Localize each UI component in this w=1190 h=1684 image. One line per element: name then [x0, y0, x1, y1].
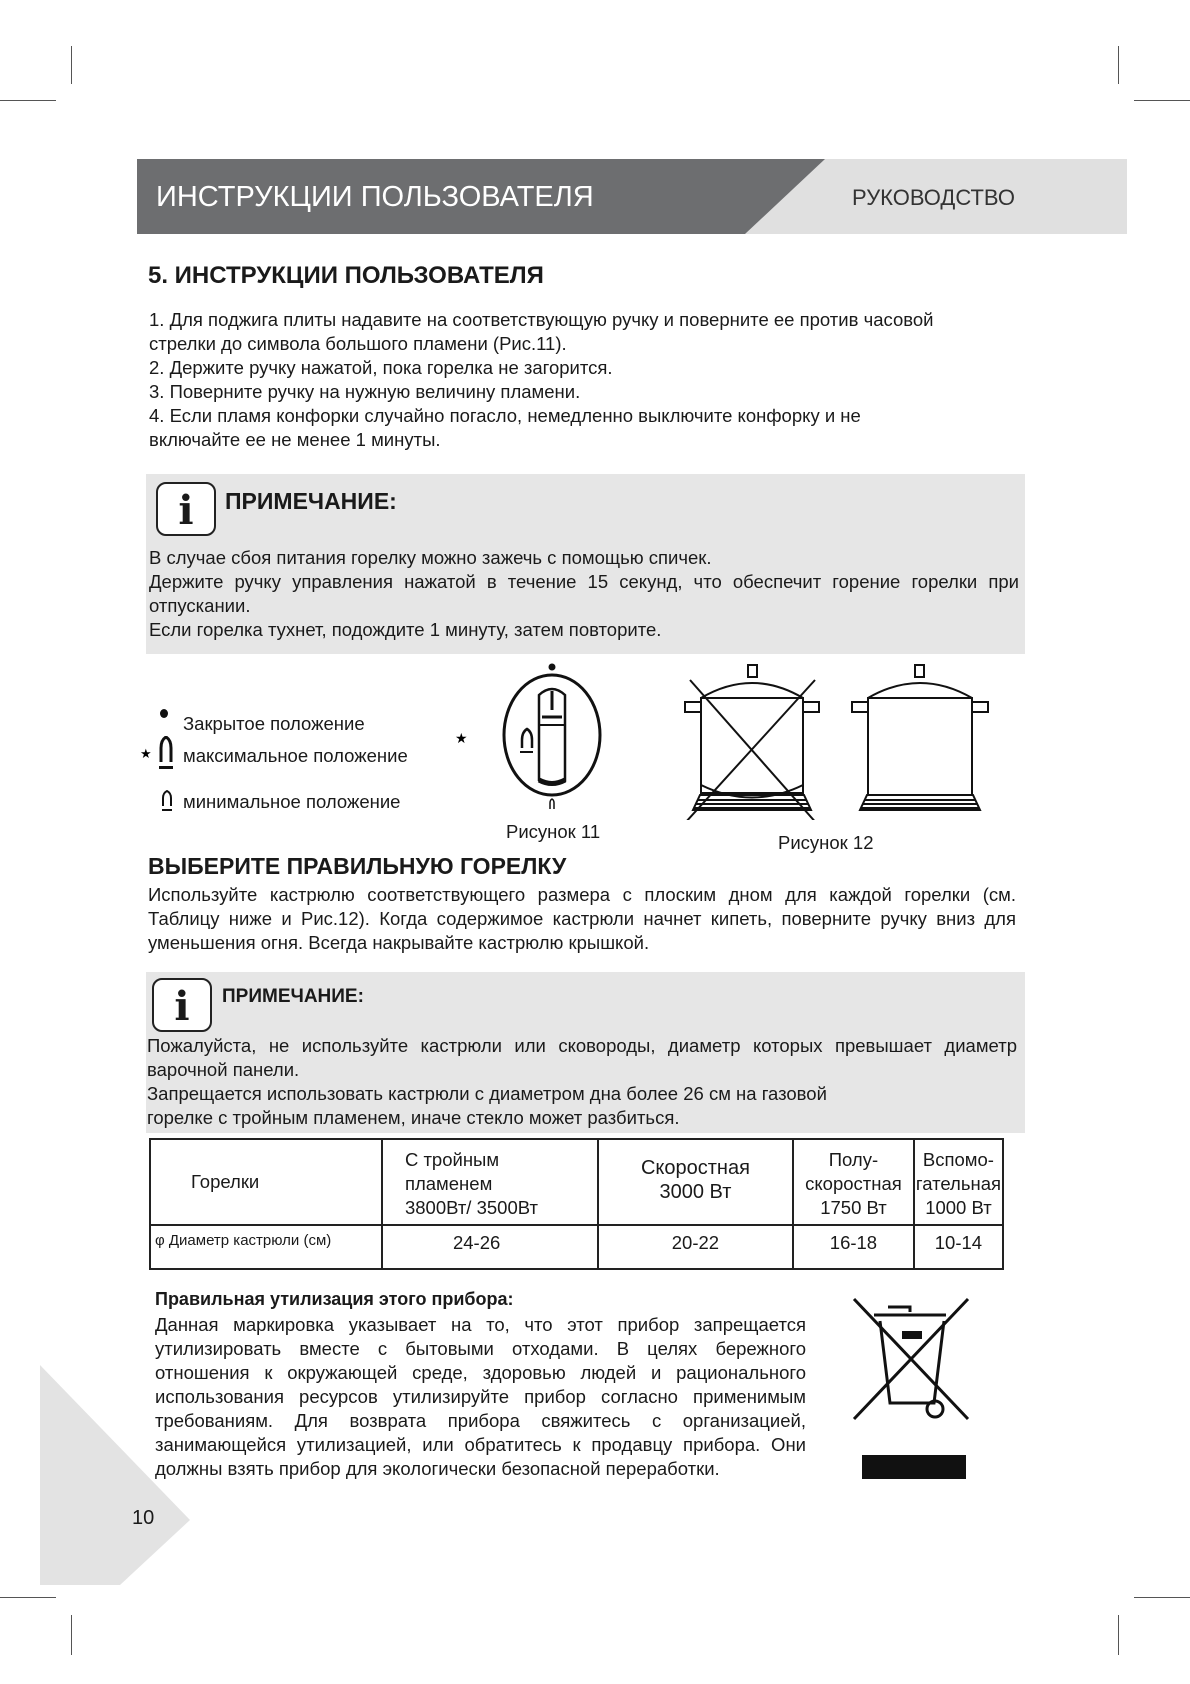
note-paragraph: Держите ручку управления нажатой в течение 15 секунд, что обеспечит горение горелки при отпускании. — [149, 571, 1019, 616]
disposal-title: Правильная утилизация этого прибора: — [155, 1289, 514, 1309]
table-header-cell: Полу- скоростная 1750 Вт — [793, 1139, 914, 1225]
svg-text:★: ★ — [140, 746, 152, 761]
note-paragraph: Если горелка тухнет, подождите 1 минуту, затем повторите. — [149, 619, 662, 640]
crop-mark — [71, 1615, 72, 1655]
header-section: РУКОВОДСТВО — [852, 185, 1015, 210]
note-paragraph: Запрещается использовать кастрюли с диаметром дна более 26 см на газовой горелке с тройным пламенем, иначе стекло может разбиться. — [147, 1083, 827, 1128]
disposal-text: Данная маркировка указывает на то, что этот прибор запрещается утилизировать вместе с бытовыми отходами. В целях бережного отношения к окружающей среде, здоровью людей и рационального использования ресурсов утилизируйте прибор согласно применимым требованиям. Для возврата прибора свяжитесь с организацией, занимающейся утилизацией, или обратитесь к продавцу прибора. Они должны взять прибор для экологически безопасной переработки. — [155, 1314, 806, 1479]
max-flame-icon — [140, 736, 178, 772]
table-cell: 10-14 — [914, 1225, 1003, 1269]
crop-mark — [1134, 1597, 1190, 1598]
crop-mark — [1118, 46, 1119, 84]
page-number: 10 — [132, 1507, 155, 1529]
note-box — [146, 474, 1025, 654]
crop-mark — [0, 100, 56, 101]
weee-crossed-bin-icon — [850, 1295, 975, 1485]
crop-mark — [71, 46, 72, 84]
note-title: ПРИМЕЧАНИЕ: — [225, 488, 397, 514]
table-header-row — [150, 1139, 1003, 1225]
table-cell: φ Диаметр кастрюли (см) — [150, 1225, 382, 1269]
table-cell: 24-26 — [382, 1225, 598, 1269]
note-box — [146, 972, 1025, 1133]
instruction-line: стрелки до символа большого пламени (Рис.11). — [149, 333, 567, 354]
figure-12-caption: Рисунок 12 — [778, 832, 874, 853]
min-flame-icon — [160, 790, 174, 814]
figure-11-caption: Рисунок 11 — [506, 821, 601, 842]
closed-dot-icon — [160, 709, 168, 718]
instruction-line: 2. Держите ручку нажатой, пока горелка не загорится. — [149, 357, 613, 378]
crop-mark — [0, 1597, 56, 1598]
section-text: Используйте кастрюлю соответствующего размера с плоским дном для каждой горелки (см. Таблицу ниже и Рис.12). Когда содержимое кастрюли начнет кипеть, поверните ручку вниз для уменьшения огня. Всегда накрывайте кастрюлю крышкой. — [148, 884, 1016, 953]
note-paragraph: Пожалуйста, не используйте кастрюли или сковороды, диаметр которых превышает диаметр варочной панели. — [147, 1035, 1017, 1080]
burner-table — [149, 1138, 1004, 1270]
table-header-cell: С тройным пламенем 3800Вт/ 3500Вт — [382, 1139, 598, 1225]
knob-figure — [450, 655, 610, 820]
crop-mark — [1118, 1615, 1119, 1655]
table-row — [150, 1225, 1003, 1269]
instruction-line: 4. Если пламя конфорки случайно погасло, немедленно выключите конфорку и не — [149, 405, 861, 426]
instructions-list — [149, 308, 1029, 452]
instruction-line: 1. Для поджига плиты надавите на соответствующую ручку и поверните ее против часовой — [149, 309, 934, 330]
legend-max: максимальное положение — [183, 745, 408, 766]
info-icon: i — [152, 978, 212, 1032]
table-cell: 16-18 — [793, 1225, 914, 1269]
note-text — [147, 1034, 1017, 1130]
pots-figure — [680, 660, 1015, 820]
instruction-line: включайте ее не менее 1 минуты. — [149, 429, 441, 450]
table-header-cell: Горелки — [150, 1139, 382, 1225]
svg-text:★: ★ — [455, 730, 468, 746]
section-title: ВЫБЕРИТЕ ПРАВИЛЬНУЮ ГОРЕЛКУ — [148, 853, 567, 879]
info-icon: i — [156, 482, 216, 536]
legend-min: минимальное положение — [183, 791, 401, 812]
note-paragraph: В случае сбоя питания горелку можно зажечь с помощью спичек. — [149, 547, 712, 568]
table-header-cell: Скоростная 3000 Вт — [598, 1139, 793, 1225]
legend-closed: Закрытое положение — [183, 713, 365, 734]
instruction-line: 3. Поверните ручку на нужную величину пламени. — [149, 381, 581, 402]
note-title: ПРИМЕЧАНИЕ: — [222, 986, 364, 1007]
section-title: 5. ИНСТРУКЦИИ ПОЛЬЗОВАТЕЛЯ — [148, 262, 544, 289]
table-cell: 20-22 — [598, 1225, 793, 1269]
table-header-cell: Вспомо- гательная 1000 Вт — [914, 1139, 1003, 1225]
crop-mark — [1134, 100, 1190, 101]
note-text — [149, 546, 1019, 642]
header-title: ИНСТРУКЦИИ ПОЛЬЗОВАТЕЛЯ — [156, 181, 594, 213]
